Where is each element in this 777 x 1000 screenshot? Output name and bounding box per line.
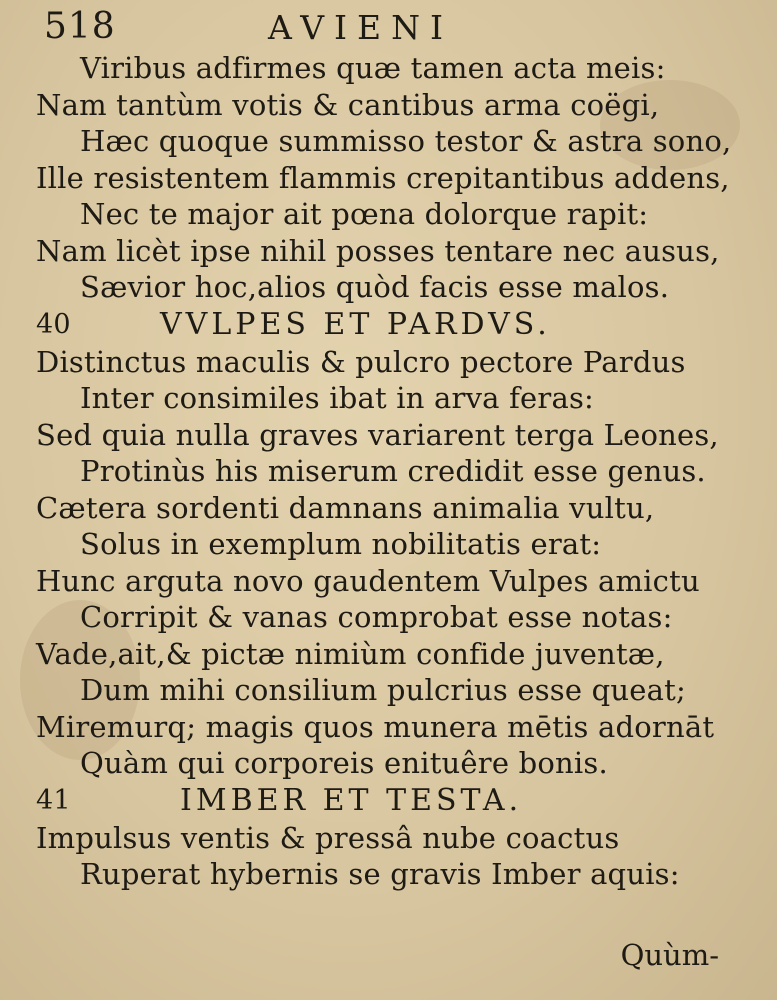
verse-line: Nam tantùm votis & cantibus arma coëgi, [36,87,660,122]
fable-title: VVLPES ET PARDVS. [160,306,551,342]
verse-line: Hunc arguta novo gaudentem Vulpes amictu [36,563,700,598]
verse-line: Protinùs his miserum credidit esse genus. [80,454,706,488]
verse-line: Solus in exemplum nobilitatis erat: [80,527,602,561]
verse-line: Nec te major ait pœna dolorque rapit: [80,197,649,231]
verse-line: Ille resistentem flammis crepitantibus addens, [36,160,730,195]
verse-line: Inter consimiles ibat in arva feras: [80,381,594,415]
page-header [0,0,777,52]
catchword: Quùm- [620,938,719,972]
fable-title: IMBER ET TESTA. [180,782,523,818]
verse-line: Corripit & vanas comprobat esse notas: [80,600,673,634]
verse-line: Viribus adfirmes quæ tamen acta meis: [80,51,666,85]
verse-line: Sed quia nulla graves variarent terga Leones, [36,417,719,452]
verse-line: Nam licèt ipse nihil posses tentare nec ausus, [36,233,720,268]
running-title: AVIENI [268,8,454,47]
fable-heading [0,306,777,344]
verse-line: Quàm qui corporeis enituêre bonis. [80,746,608,780]
verse-line: Sævior hoc,alios quòd facis esse malos. [80,270,670,304]
verse-line: Cætera sordenti damnans animalia vultu, [36,490,655,525]
fable-number: 40 [36,308,71,340]
verse-line: Dum mihi consilium pulcrius esse queat; [80,673,686,707]
verse-line: Miremurq; magis quos munera mētis adornāt [36,709,715,744]
verse-line: Vade,ait,& pictæ nimiùm confide juventæ, [36,636,665,671]
verse-line: Ruperat hybernis se gravis Imber aquis: [80,857,680,891]
page-number: 518 [44,6,116,47]
fable-number: 41 [36,784,71,816]
verse-line: Impulsus ventis & pressâ nube coactus [36,820,620,855]
text-block [0,50,777,893]
verse-line: Distinctus maculis & pulcro pectore Pardus [36,344,686,379]
verse-line: Hæc quoque summisso testor & astra sono, [80,124,732,158]
fable-heading [0,782,777,820]
